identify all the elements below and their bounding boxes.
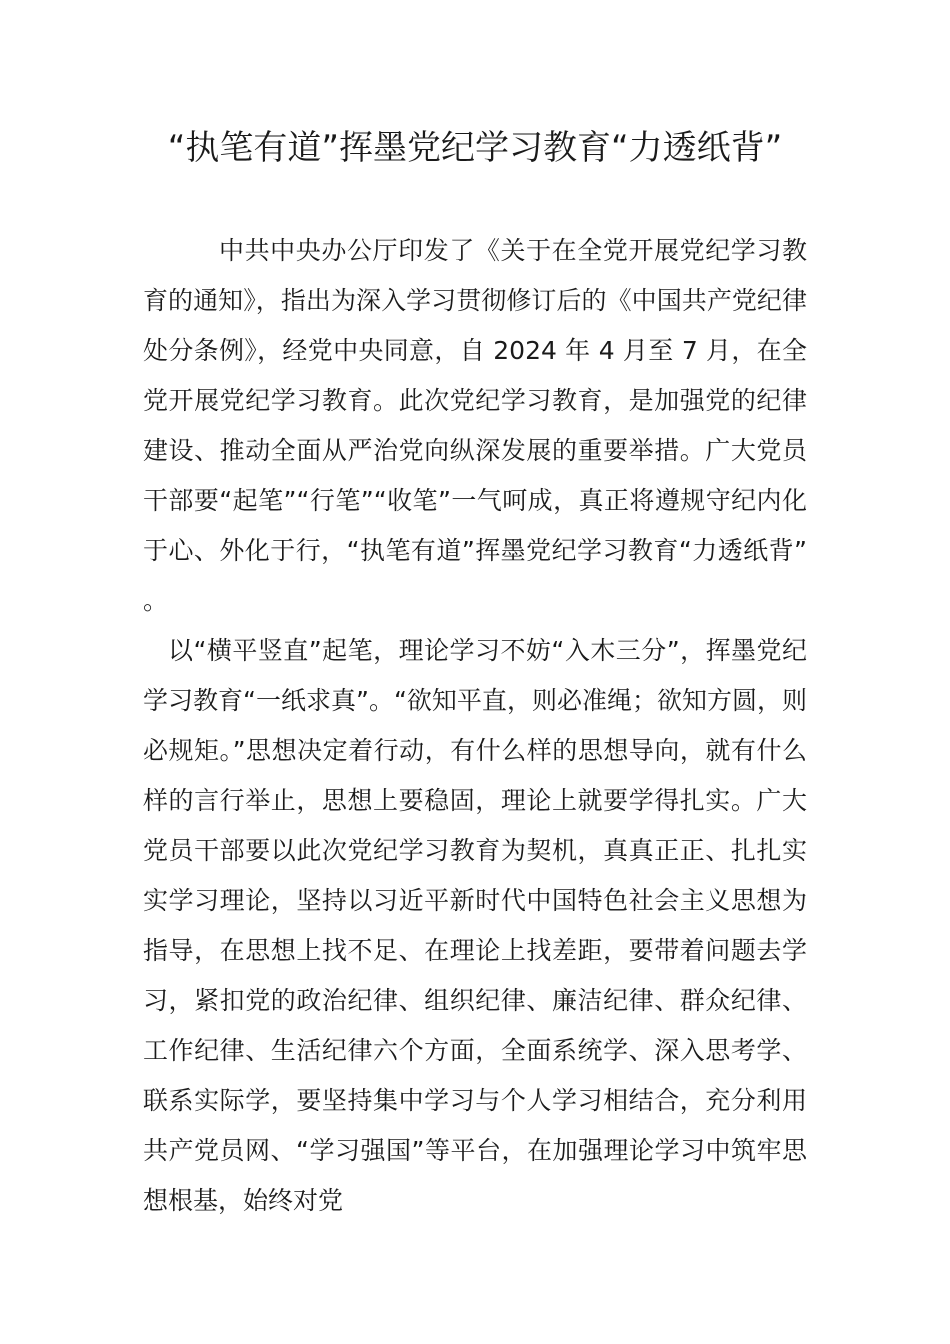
document-title: “执笔有道”挥墨党纪学习教育“力透纸背” — [167, 128, 783, 168]
paragraph-qibi: 以“横平竖直”起笔，理论学习不妨“入木三分”，挥墨党纪学习教育“一纸求真”。“欲知平直，则必准绳；欲知方圆，则必规矩。”思想决定着行动，有什么样的思想导向，就有什么样的言行举止，思想上要稳固，理论上就要学得扎实。广大党员干部要以此次党纪学习教育为契机，真真正正、扎扎实实学习理论，坚持以习近平新时代中国特色社会主义思想为指导，在思想上找不足、在理论上找差距，要带着问题去学习，紧扣党的政治纪律、组织纪律、廉洁纪律、群众纪律、工作纪律、生活纪律六个方面，全面系统学、深入思考学、联系实际学，要坚持集中学习与个人学习相结合，充分利用共产党员网、“学习强国”等平台，在加强理论学习中筑牢思想根基，始终对党 — [143, 636, 807, 1215]
paragraph-intro: 中共中央办公厅印发了《关于在全党开展党纪学习教育的通知》，指出为深入学习贯彻修订后的《中国共产党纪律处分条例》，经党中央同意，自 2024 年 4 月至 7 月，在全党开展党纪学习教育。此次党纪学习教育，是加强党的纪律建设、推动全面从严治党向纵深发展的重要举措。广大党员干部要“起笔”“行笔”“收笔”一气呵成，真正将遵规守纪内化于心、外化于行，“执笔有道”挥墨党纪学习教育“力透纸背”。 — [143, 236, 807, 615]
document-body — [143, 226, 807, 1226]
